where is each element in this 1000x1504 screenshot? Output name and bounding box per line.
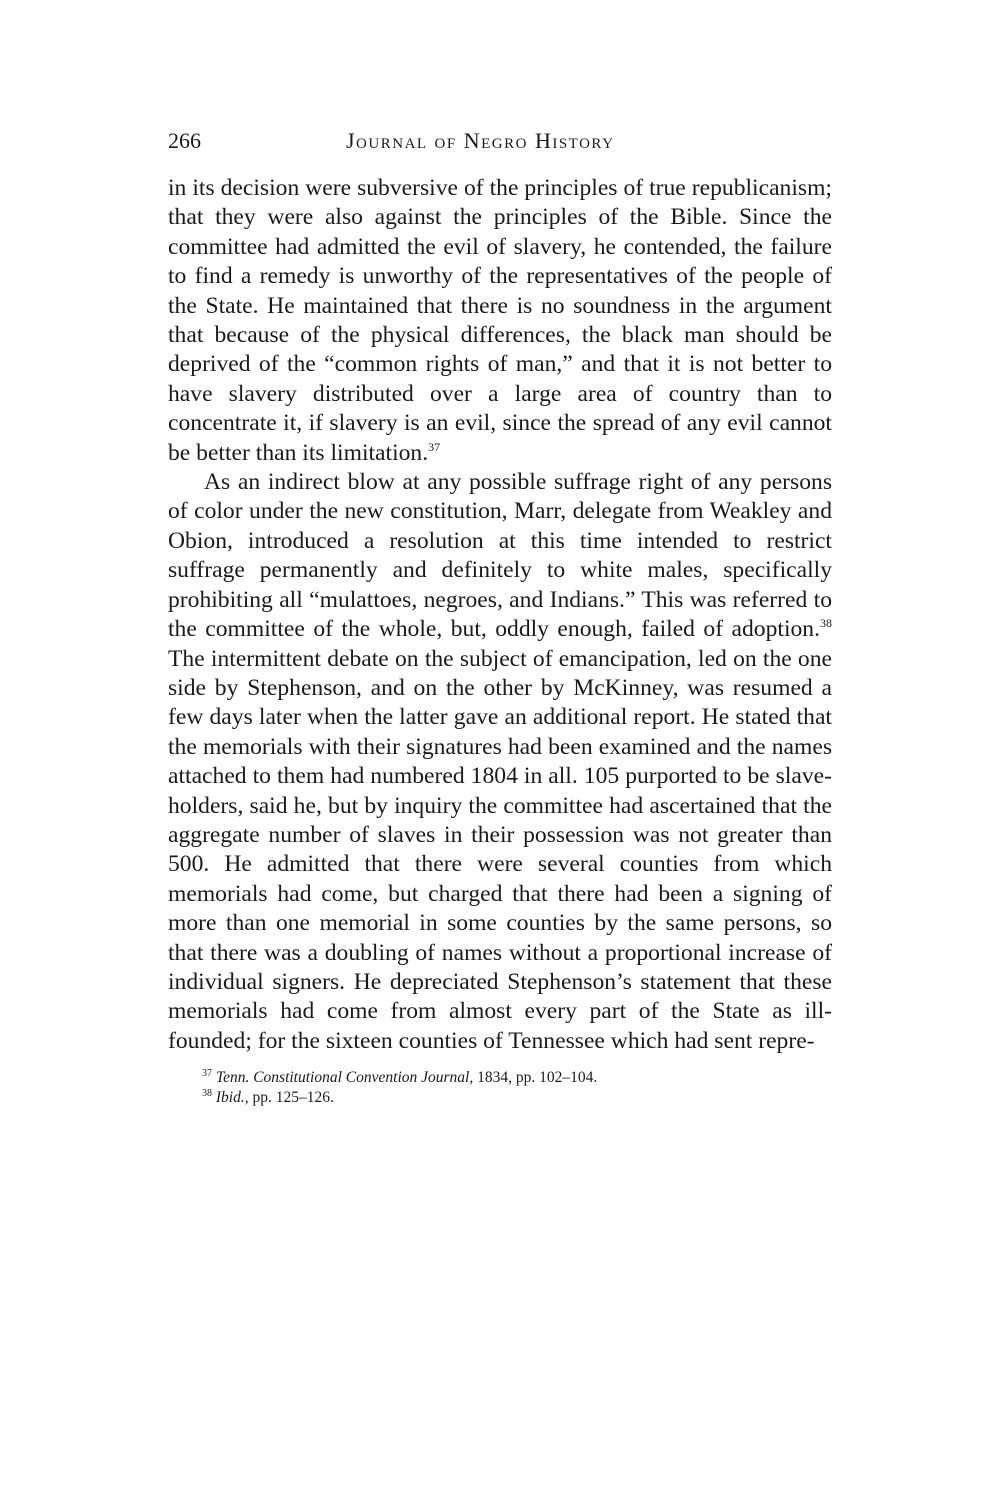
journal-title: Journal of Negro History	[346, 128, 615, 153]
footnote-ref-38: 38	[820, 616, 832, 631]
body-text	[168, 174, 832, 1056]
footnote-ref-37: 37	[428, 439, 441, 454]
paragraph-2-text-b: The intermittent debate on the subject of emancipation, led on the one side by Stephenson, and on the other by McKinney, was resumed a few days later when the latter gave an additional report. He stated that the memorials with their signatures had been examined and the names attached to them had numbered 1804 in all. 105 purported to be slave-holders, said he, but by inquiry the committee had ascertained that the aggregate number of slaves in their possession was not greater than 500. He admitted that there were several counties from which memorials had come, but charged that there had been a signing of more than one memorial in some counties by the same persons, so that there was a doubling of names without a proportional increase of individual signers. He depreciated Stephenson’s statement that these memorials had come from almost every part of the State as ill-founded; for the sixteen counties of Tennessee which had sent repre-	[168, 645, 832, 1054]
footnote-37	[202, 1068, 832, 1088]
footnote-marker: 37	[202, 1068, 212, 1080]
paragraph-1-text: in its decision were subversive of the principles of true republicanism; that they were also against the principles of the Bible. Since the committee had admitted the evil of slavery, he contended, the failure to find a remedy is unworthy of the representatives of the people of the State. He maintained that there is no soundness in the argument that because of the physical differences, the black man should be deprived of the “common rights of man,” and that it is not better to have slavery distributed over a large area of country than to concentrate it, if slavery is an evil, since the spread of any evil cannot be better than its limitation.	[168, 175, 832, 466]
footnote-citation: 1834, pp. 102–104.	[473, 1069, 598, 1087]
footnote-citation: pp. 125–126.	[248, 1089, 334, 1107]
page-number: 266	[168, 128, 201, 153]
paragraph-2-text-a: As an indirect blow at any possible suffrage right of any persons of color under the new constitution, Marr, delegate from Weakley and Obion, introduced a resolution at this time intended to restrict suffrage permanently and definitely to white males, specifically prohibiting all “mulattoes, negroes, and Indians.” This was referred to the committee of the whole, but, oddly enough, failed of adoption.	[168, 469, 832, 643]
journal-page	[168, 120, 832, 1108]
footnotes	[168, 1068, 832, 1108]
footnote-title: Ibid.,	[215, 1089, 249, 1107]
paragraph-2	[168, 468, 832, 1056]
footnote-title: Tenn. Constitutional Convention Journal,	[215, 1069, 474, 1087]
running-head	[168, 120, 832, 160]
paragraph-1	[168, 174, 832, 468]
footnote-marker: 38	[202, 1088, 212, 1100]
footnote-38	[202, 1088, 832, 1108]
